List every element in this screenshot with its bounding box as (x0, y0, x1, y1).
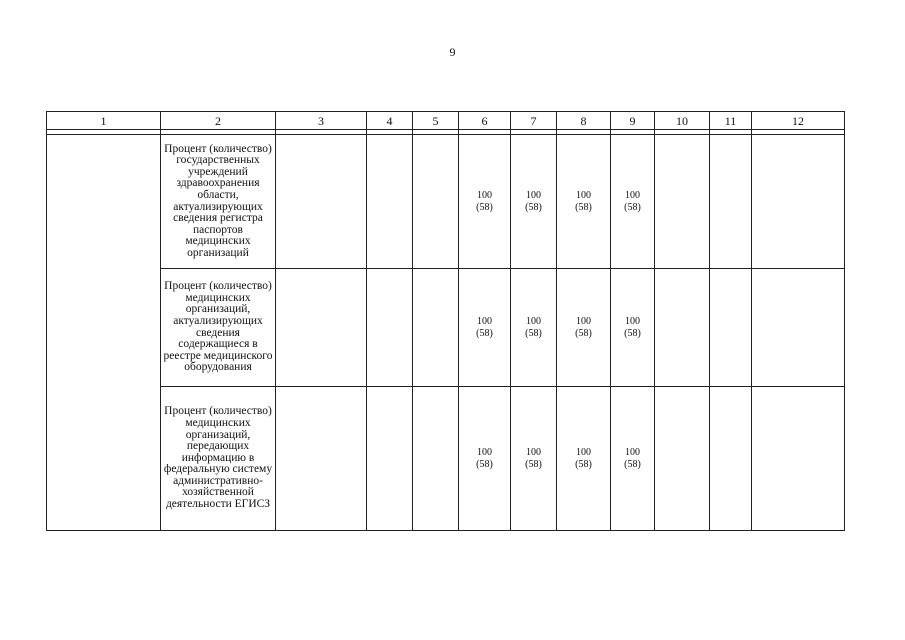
indicator-text: Процент (количество) государственных учреждений здравоохранения области, актуализирующих сведения регистра паспортов медицинских организаций (161, 135, 276, 269)
value-cell-col6 (459, 387, 511, 531)
indicators-table (46, 111, 845, 531)
column-header: 6 (459, 112, 511, 130)
column-header: 5 (413, 112, 459, 130)
empty-cell (710, 387, 752, 531)
value-cell-col6 (459, 269, 511, 387)
empty-cell (276, 135, 367, 269)
value-sub: (58) (476, 327, 493, 339)
column-header: 8 (557, 112, 611, 130)
value-cell-col8 (557, 387, 611, 531)
column-header: 1 (47, 112, 161, 130)
column-header: 9 (611, 112, 655, 130)
empty-cell (276, 269, 367, 387)
value-sub: (58) (575, 327, 592, 339)
empty-cell (276, 387, 367, 531)
value-cell-col6 (459, 135, 511, 269)
value-main: 100 (526, 315, 541, 327)
column-header: 7 (511, 112, 557, 130)
value-cell-col9 (611, 135, 655, 269)
empty-cell (367, 269, 413, 387)
empty-cell (367, 387, 413, 531)
table-row (47, 269, 845, 387)
value-main: 100 (477, 189, 492, 201)
column-header: 4 (367, 112, 413, 130)
column-header: 12 (752, 112, 845, 130)
empty-cell (655, 387, 710, 531)
value-sub: (58) (624, 458, 641, 470)
value-main: 100 (576, 189, 591, 201)
column-header: 11 (710, 112, 752, 130)
indicator-text: Процент (количество) медицинских организаций, актуализирующих сведения содержащиеся в реестре медицинского оборудования (161, 269, 276, 387)
value-sub: (58) (525, 201, 542, 213)
empty-cell (710, 135, 752, 269)
value-cell-col7 (511, 269, 557, 387)
empty-cell (47, 135, 161, 531)
value-cell-col9 (611, 269, 655, 387)
page-number: 9 (449, 45, 456, 59)
empty-cell (413, 269, 459, 387)
value-sub: (58) (624, 327, 641, 339)
value-cell-col8 (557, 269, 611, 387)
table-row (47, 387, 845, 531)
empty-cell (655, 135, 710, 269)
value-main: 100 (477, 446, 492, 458)
value-sub: (58) (575, 201, 592, 213)
value-cell-col8 (557, 135, 611, 269)
value-sub: (58) (624, 201, 641, 213)
empty-cell (752, 269, 845, 387)
column-header: 3 (276, 112, 367, 130)
value-sub: (58) (525, 458, 542, 470)
value-main: 100 (625, 315, 640, 327)
table-row (47, 135, 845, 269)
empty-cell (752, 135, 845, 269)
empty-cell (413, 135, 459, 269)
empty-cell (413, 387, 459, 531)
value-main: 100 (625, 446, 640, 458)
value-sub: (58) (525, 327, 542, 339)
indicator-text: Процент (количество) медицинских организаций, передающих информацию в федеральную систему административно-хозяйственной деятельности ЕГИСЗ (161, 387, 276, 531)
empty-cell (710, 269, 752, 387)
empty-cell (655, 269, 710, 387)
value-sub: (58) (575, 458, 592, 470)
value-cell-col9 (611, 387, 655, 531)
value-main: 100 (526, 189, 541, 201)
value-main: 100 (477, 315, 492, 327)
value-main: 100 (576, 446, 591, 458)
empty-cell (367, 135, 413, 269)
column-header: 10 (655, 112, 710, 130)
value-main: 100 (576, 315, 591, 327)
value-sub: (58) (476, 458, 493, 470)
column-header: 2 (161, 112, 276, 130)
value-main: 100 (625, 189, 640, 201)
value-sub: (58) (476, 201, 493, 213)
empty-cell (752, 387, 845, 531)
value-cell-col7 (511, 135, 557, 269)
column-number-row (47, 112, 845, 130)
value-main: 100 (526, 446, 541, 458)
value-cell-col7 (511, 387, 557, 531)
